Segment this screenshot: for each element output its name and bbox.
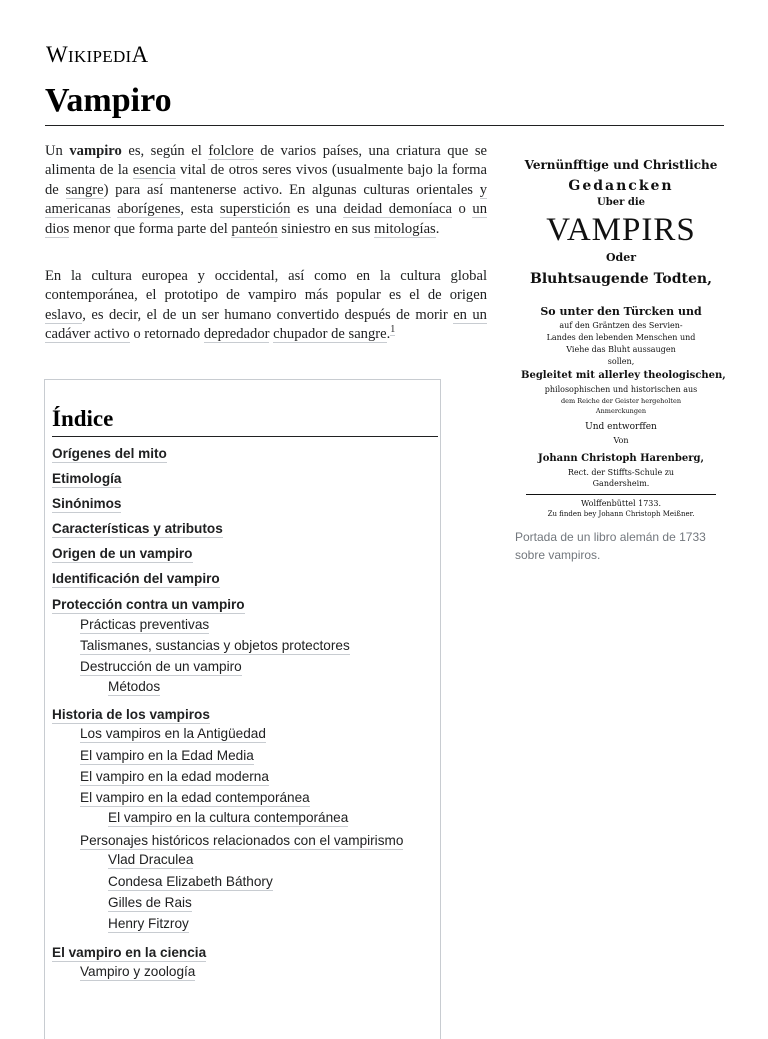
link-eslavo[interactable]: eslavo: [45, 306, 83, 323]
toc-item-gilles-de-rais[interactable]: Gilles de Rais: [108, 895, 192, 910]
toc-item-etimologia[interactable]: Etimología: [52, 471, 122, 486]
link-americanas[interactable]: americanas: [45, 201, 111, 218]
table-of-contents: [44, 379, 441, 1039]
toc-item-caracteristicas[interactable]: Características y atributos: [52, 521, 223, 536]
plate-line: Und entworffen: [585, 422, 657, 432]
toc-item-metodos[interactable]: Métodos: [108, 679, 161, 694]
link-mitologias[interactable]: mitologías: [374, 220, 436, 237]
toc-item-historia[interactable]: Historia de los vampiros: [52, 707, 210, 722]
link-supersticion[interactable]: superstición: [219, 201, 291, 218]
term-vampiro: vampiro: [69, 143, 122, 159]
toc-item-practicas-preventivas[interactable]: Prácticas preventivas: [80, 617, 210, 632]
plate-line: Wolffenbüttel 1733.: [580, 499, 662, 508]
plate-line: Rect. der Stiffts-Schule zu: [567, 468, 675, 477]
toc-item-talismanes[interactable]: Talismanes, sustancias y objetos protectores: [80, 638, 350, 653]
plate-line: sollen,: [607, 357, 635, 366]
intro-paragraph-1: Un vampiro es, según el folclore de varios países, una criatura que se alimenta de la esencia vital de otros seres vivos (usualmente bajo la forma de sangre) para así mantenerse activo. En algunas culturas orientales y americanas aborígenes, esta superstición es una deidad demoníaca o un dios menor que forma parte del panteón siniestro en sus mitologías.: [45, 143, 487, 237]
plate-line: philosophischen und historischen aus: [544, 385, 698, 394]
plate-line-vampirs: VAMPIRS: [546, 212, 696, 248]
title-divider: [45, 125, 724, 126]
toc-item-destruccion[interactable]: Destrucción de un vampiro: [80, 659, 242, 674]
plate-line: Vernünfftige und Christliche: [524, 158, 718, 172]
toc-item-proteccion[interactable]: Protección contra un vampiro: [52, 597, 245, 612]
link-folclore[interactable]: folclore: [208, 143, 254, 159]
plate-line: Landes den lebenden Menschen und: [546, 333, 696, 342]
infobox-figure: [515, 150, 725, 564]
toc-item-edad-contemporanea[interactable]: El vampiro en la edad contemporánea: [80, 790, 310, 805]
link-cadaver-activo[interactable]: cadáver activo: [45, 326, 130, 343]
plate-line: Zu finden bey Johann Christoph Meißner.: [547, 510, 695, 518]
toc-item-henry-fitzroy[interactable]: Henry Fitzroy: [108, 916, 189, 931]
link-sangre[interactable]: sangre: [65, 181, 104, 198]
plate-line: Bluhtsaugende Todten,: [530, 271, 712, 287]
toc-item-vampiro-y-zoologia[interactable]: Vampiro y zoología: [80, 964, 196, 979]
toc-item-antiguedad[interactable]: Los vampiros en la Antigüedad: [80, 726, 266, 741]
wikipedia-wordmark[interactable]: [46, 42, 148, 68]
reference-1[interactable]: 1: [390, 324, 396, 336]
page-title: Vampiro: [45, 82, 172, 119]
intro-paragraph-2: En la cultura europea y occidental, así como en la cultura global contemporánea, el prototipo de vampiro más popular es el de origen eslavo, es decir, el de un ser humano convertido después de morir en un cadáver activo o retornado depredador chupador de sangre.$^1$: [45, 268, 487, 343]
toc-item-vampiro-en-la-ciencia[interactable]: El vampiro en la ciencia: [52, 945, 207, 960]
toc-title: Índice: [52, 406, 438, 437]
plate-rule: [526, 494, 716, 495]
link-chupador-de-sangre[interactable]: chupador de sangre: [273, 326, 387, 343]
link-un-dios[interactable]: un dios: [45, 201, 487, 237]
figure-caption: Portada de un libro alemán de 1733 sobre vampiros.: [515, 530, 706, 562]
toc-item-personajes-historicos[interactable]: Personajes históricos relacionados con el vampirismo: [80, 833, 404, 848]
wordmark-middle: IKIPEDI: [68, 47, 132, 66]
plate-line: Gedancken: [568, 178, 674, 194]
plate-line: Gandersheim.: [592, 479, 650, 488]
toc-item-elizabeth-bathory[interactable]: Condesa Elizabeth Báthory: [108, 874, 273, 889]
plate-line: Begleitet mit allerley theologischen,: [521, 370, 726, 381]
link-y[interactable]: y: [479, 181, 487, 198]
toc-item-identificacion[interactable]: Identificación del vampiro: [52, 571, 220, 586]
plate-line: Uber die: [597, 197, 645, 208]
link-deidad-demoniaca[interactable]: deidad demoníaca: [343, 201, 452, 218]
plate-line: dem Reiche der Geister hergeholten: [560, 397, 682, 405]
wordmark-initial: W: [46, 42, 69, 67]
link-depredador[interactable]: depredador: [203, 326, 270, 343]
plate-line: Anmerckungen: [595, 407, 647, 415]
book-title-page-image[interactable]: [521, 150, 726, 524]
plate-line: Johann Christoph Harenberg,: [537, 453, 705, 464]
toc-item-edad-media[interactable]: El vampiro en la Edad Media: [80, 748, 254, 763]
toc-item-origen-de-un-vampiro[interactable]: Origen de un vampiro: [52, 546, 193, 561]
plate-line: Von: [613, 436, 629, 445]
toc-item-sinonimos[interactable]: Sinónimos: [52, 496, 122, 511]
link-panteon[interactable]: panteón: [231, 220, 278, 237]
toc-item-cultura-contemporanea[interactable]: El vampiro en la cultura contemporánea: [108, 810, 349, 825]
link-en-un[interactable]: en un: [453, 306, 487, 323]
toc-item-edad-moderna[interactable]: El vampiro en la edad moderna: [80, 769, 269, 784]
link-aborigenes[interactable]: aborígenes: [117, 201, 181, 218]
plate-line: auf den Gräntzen des Servien-: [559, 321, 683, 330]
wordmark-final: A: [131, 42, 149, 67]
plate-line: So unter den Türcken und: [540, 305, 702, 318]
plate-line: Oder: [605, 251, 637, 264]
link-esencia[interactable]: esencia: [132, 162, 176, 179]
toc-item-vlad-draculea[interactable]: Vlad Draculea: [108, 852, 194, 867]
plate-line: Viehe das Bluht aussaugen: [566, 345, 676, 354]
toc-item-origenes-del-mito[interactable]: Orígenes del mito: [52, 446, 167, 461]
